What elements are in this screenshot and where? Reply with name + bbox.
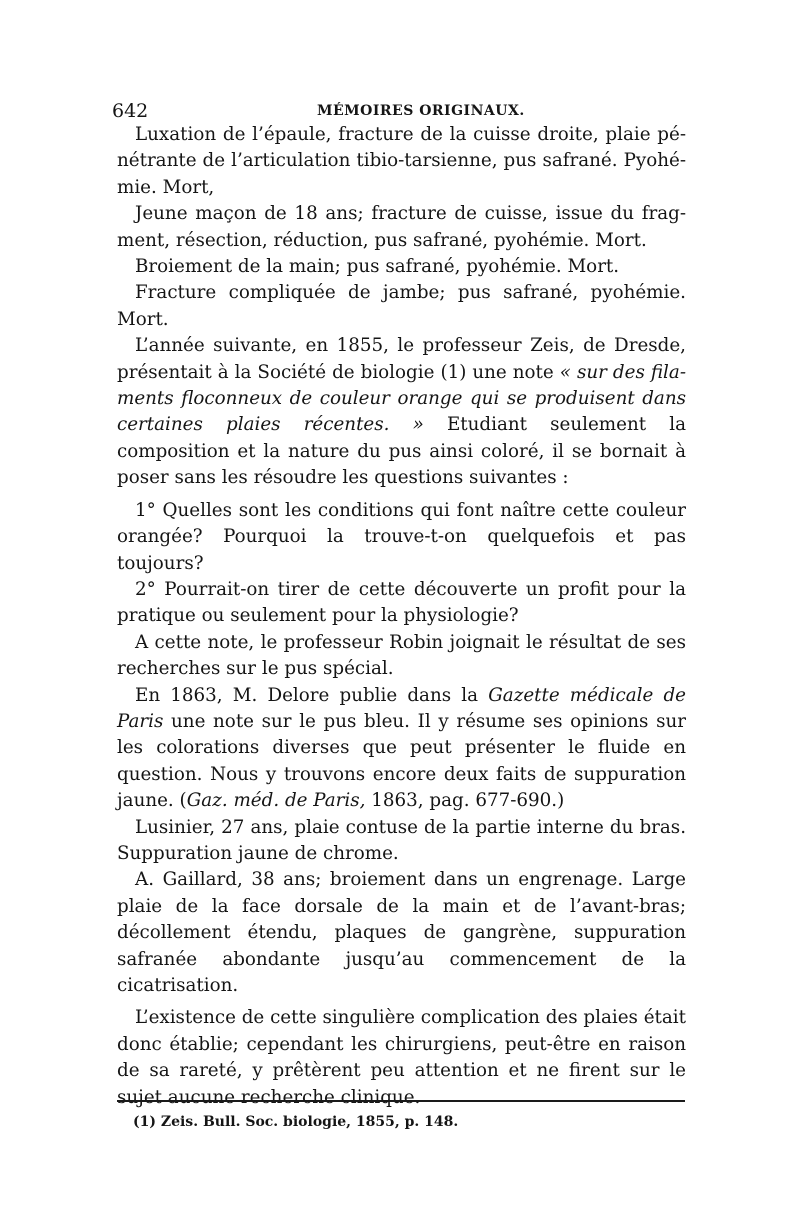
- paragraph-robin: A cette note, le professeur Robin joignait le résultat de ses recherches sur le pus spécial.: [117, 631, 686, 680]
- zeis-quote: « sur des filaments floconneux de couleur orange qui se produisent dans certaines plaies récentes. »: [117, 361, 686, 436]
- paragraph-delore: [117, 683, 686, 815]
- zeis-text-end: Etudiant seulement la composition et la nature du pus ainsi coloré, il se bornait à poser sans les résoudre les questions suivantes :: [117, 414, 686, 489]
- delore-text-start: En 1863, M. Delore publie dans la: [135, 684, 489, 706]
- zeis-text-start: L’année suivante, en 1855, le professeur Zeis, de Dresde, présentait à la Société de biologie (1) une note: [117, 335, 686, 383]
- paragraph-case-mason: Jeune maçon de 18 ans; fracture de cuisse, issue du fragment, résection, réduction, pus safrané, pyohémie. Mort.: [117, 203, 686, 251]
- paragraph-zeis: [117, 333, 686, 491]
- gazette-citation: Gaz. méd. de Paris,: [186, 790, 366, 812]
- footnote-divider: [117, 1100, 685, 1102]
- paragraph-conclusion: L’existence de cette singulière complication des plaies était donc établie; cependant les chirurgiens, peut-être en raison de sa rareté, y prêtèrent peu attention et ne firent sur le sujet aucune recherche clinique.: [117, 1007, 686, 1108]
- delore-text-end: 1863, pag. 677-690.): [365, 790, 565, 812]
- body-text: [117, 122, 686, 1111]
- paragraph-case-hand: Broiement de la main; pus safrané, pyohémie. Mort.: [135, 256, 620, 278]
- question-one: 1° Quelles sont les conditions qui font naître cette couleur orangée? Pourquoi la trouve-t-on quelquefois et pas toujours?: [117, 499, 686, 574]
- page-number: 642: [112, 100, 149, 122]
- delore-text-middle: une note sur le pus bleu. Il y résume ses opinions sur les colorations diverses que peut présenter le fluide en question. Nous y trouvons encore deux faits de suppuration jaune. (: [117, 710, 686, 812]
- footnote: (1) Zeis. Bull. Soc. biologie, 1855, p. 148.: [133, 1114, 459, 1130]
- paragraph-case-leg: Fracture compliquée de jambe; pus safrané, pyohémie. Mort.: [117, 282, 686, 330]
- paragraph-case-shoulder: Luxation de l’épaule, fracture de la cuisse droite, plaie pénétrante de l’articulation tibio-tarsienne, pus safrané. Pyohémie. Mort,: [117, 124, 686, 198]
- running-title: MÉMOIRES ORIGINAUX.: [317, 103, 525, 119]
- question-two: 2° Pourrait-on tirer de cette découverte un profit pour la pratique ou seulement pour la physiologie?: [117, 578, 686, 627]
- paragraph-case-gaillard: A. Gaillard, 38 ans; broiement dans un engrenage. Large plaie de la face dorsale de la main et de l’avant-bras; décollement étendu, plaques de gangrène, suppuration safranée abondante jusqu’au commencement de la cicatrisation.: [117, 869, 686, 996]
- paragraph-case-lusinier: Lusinier, 27 ans, plaie contuse de la partie interne du bras. Suppuration jaune de chrome.: [117, 816, 686, 864]
- gazette-title: Gazette médicale de Paris: [117, 684, 686, 732]
